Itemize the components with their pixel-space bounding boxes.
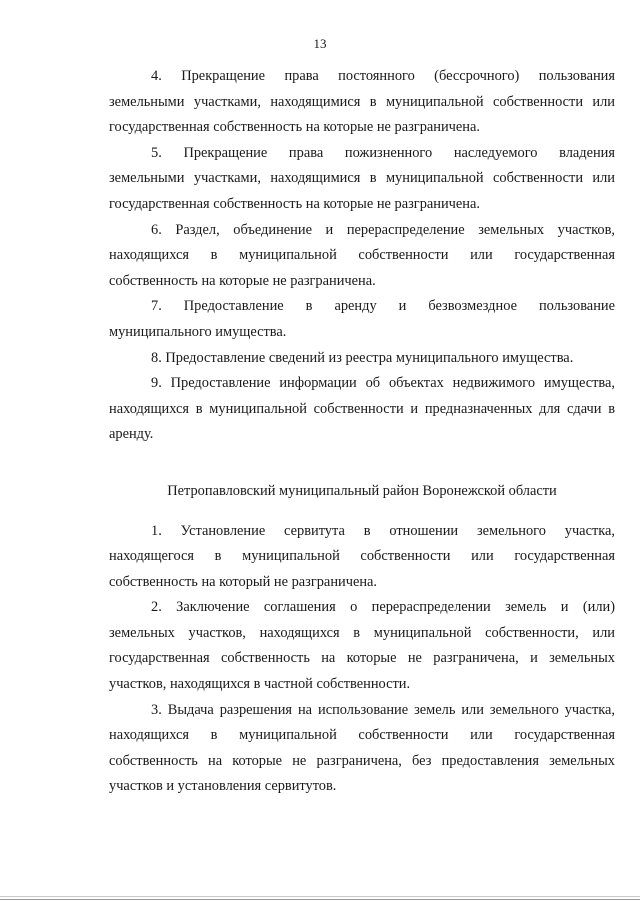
paragraph-line: 7. Предоставление в аренду и безвозмездное пользование: [151, 298, 615, 315]
paragraph-line: земельными участками, находящимися в муниципальной собственности или: [109, 170, 615, 187]
paragraph-line: находящихся в муниципальной собственности или государственная: [109, 247, 615, 264]
paragraph-line: собственность на которые не разграничена.: [109, 272, 376, 289]
scan-edge-line: [0, 896, 640, 897]
paragraph-line: участков, находящихся в частной собственности.: [109, 676, 411, 693]
paragraph: [109, 141, 615, 218]
paragraph-line: государственная собственность на которые не разграничена, и земельных: [109, 650, 615, 667]
paragraph: [109, 64, 615, 141]
paragraph-line: муниципального имущества.: [109, 323, 287, 340]
paragraph: [109, 346, 615, 372]
paragraph: [109, 698, 615, 800]
paragraph-line: аренду.: [109, 426, 154, 443]
section-title: Петропавловский муниципальный район Воронежской области: [167, 482, 557, 499]
paragraph: [109, 595, 615, 697]
paragraph-line: 5. Прекращение права пожизненного наследуемого владения: [151, 144, 615, 161]
paragraph-line: земельных участков, находящихся в муниципальной собственности, или: [109, 624, 615, 641]
paragraph-line: участков и установления сервитутов.: [109, 778, 337, 795]
paragraph-line: находящихся в муниципальной собственности и предназначенных для сдачи в: [109, 400, 615, 417]
paragraph-line: находящегося в муниципальной собственности или государственная: [109, 548, 615, 565]
service-list-petropavlovsk: [109, 519, 615, 801]
paragraph: [109, 371, 615, 448]
paragraph-line: государственная собственность на которые не разграничена.: [109, 119, 480, 136]
paragraph-line: государственная собственность на которые не разграничена.: [109, 195, 480, 212]
document-body: [109, 64, 615, 800]
paragraph: [109, 519, 615, 596]
paragraph-line: собственность на который не разграничена.: [109, 573, 378, 590]
page-number: 13: [313, 36, 327, 51]
paragraph: [109, 294, 615, 345]
paragraph-line: находящихся в муниципальной собственности или государственная: [109, 727, 615, 744]
paragraph-line: собственность на которые не разграничена, без предоставления земельных: [109, 752, 615, 769]
paragraph-line: 6. Раздел, объединение и перераспределение земельных участков,: [151, 221, 615, 238]
paragraph-line: 9. Предоставление информации об объектах недвижимого имущества,: [151, 375, 615, 392]
paragraph: [109, 218, 615, 295]
paragraph-line: 1. Установление сервитута в отношении земельного участка,: [151, 522, 615, 539]
paragraph-line: 3. Выдача разрешения на использование земель или земельного участка,: [151, 701, 615, 718]
paragraph-line: земельными участками, находящимися в муниципальной собственности или: [109, 93, 615, 110]
scan-edge-line-dark: [0, 899, 640, 900]
paragraph-line: 8. Предоставление сведений из реестра муниципального имущества.: [151, 349, 574, 366]
service-list-top: [109, 64, 615, 448]
paragraph-line: 4. Прекращение права постоянного (бессрочного) пользования: [151, 68, 615, 84]
paragraph-line: 2. Заключение соглашения о перераспределении земель и (или): [151, 599, 615, 616]
